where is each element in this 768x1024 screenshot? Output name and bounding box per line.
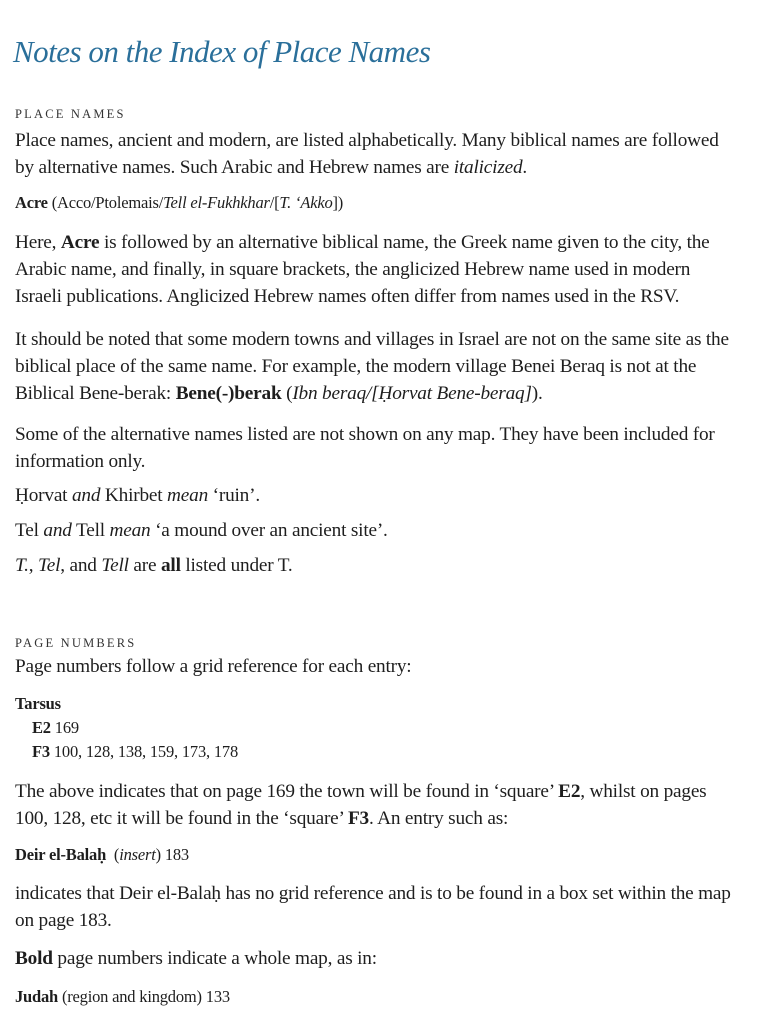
paragraph-grid-explanation: The above indicates that on page 169 the town will be found in ‘square’ E2, whilst on pages 100, 128, etc it will be found in the ‘square’ F3. An entry such as: xyxy=(15,781,707,829)
example-judah: Judah (region and kingdom) 133 xyxy=(15,987,230,1006)
example-acre: Acre (Acco/Ptolemais/Tell el-Fukhkhar/[T. ‘Akko]) xyxy=(15,193,344,212)
note-horvat: Ḥorvat and Khirbet mean ‘ruin’. xyxy=(15,485,260,506)
paragraph-page-numbers-intro: Page numbers follow a grid reference for each entry: xyxy=(15,656,412,677)
paragraph-modern-sites: It should be noted that some modern towns and villages in Israel are not on the same site as the biblical place of the same name. For example, the modern village Benei Beraq is not at the Biblical Bene-berak: Bene(-)berak (Ibn beraq/[Ḥorvat Bene-beraq]). xyxy=(15,329,729,404)
example-tarsus-name: Tarsus xyxy=(15,694,61,713)
page-title: Notes on the Index of Place Names xyxy=(13,34,431,69)
section-heading-place-names: PLACE NAMES xyxy=(15,107,126,121)
paragraph-bold-pages: Bold page numbers indicate a whole map, as in: xyxy=(15,948,377,969)
note-t-listing: T., Tel, and Tell are all listed under T. xyxy=(15,555,293,576)
section-heading-page-numbers: PAGE NUMBERS xyxy=(15,636,137,650)
example-tarsus-grid-f3: F3 100, 128, 138, 159, 173, 178 xyxy=(32,742,239,761)
example-deir-el-balah: Deir el-Balaḥ (insert) 183 xyxy=(15,845,189,864)
example-tarsus-grid-e2: E2 169 xyxy=(32,718,79,737)
paragraph-alternative-names: Some of the alternative names listed are not shown on any map. They have been included for information only. xyxy=(15,424,715,472)
paragraph-insert-explanation: indicates that Deir el-Balaḥ has no grid reference and is to be found in a box set within the map on page 183. xyxy=(15,883,731,931)
note-tel: Tel and Tell mean ‘a mound over an ancient site’. xyxy=(15,520,388,541)
paragraph-acre-explanation: Here, Acre is followed by an alternative biblical name, the Greek name given to the city, the Arabic name, and finally, in square brackets, the anglicized Hebrew name used in modern Israeli publications. Anglicized Hebrew names often differ from names used in the RSV. xyxy=(15,232,710,307)
paragraph-place-names-intro: Place names, ancient and modern, are listed alphabetically. Many biblical names are followed by alternative names. Such Arabic and Hebrew names are italicized. xyxy=(15,130,719,178)
